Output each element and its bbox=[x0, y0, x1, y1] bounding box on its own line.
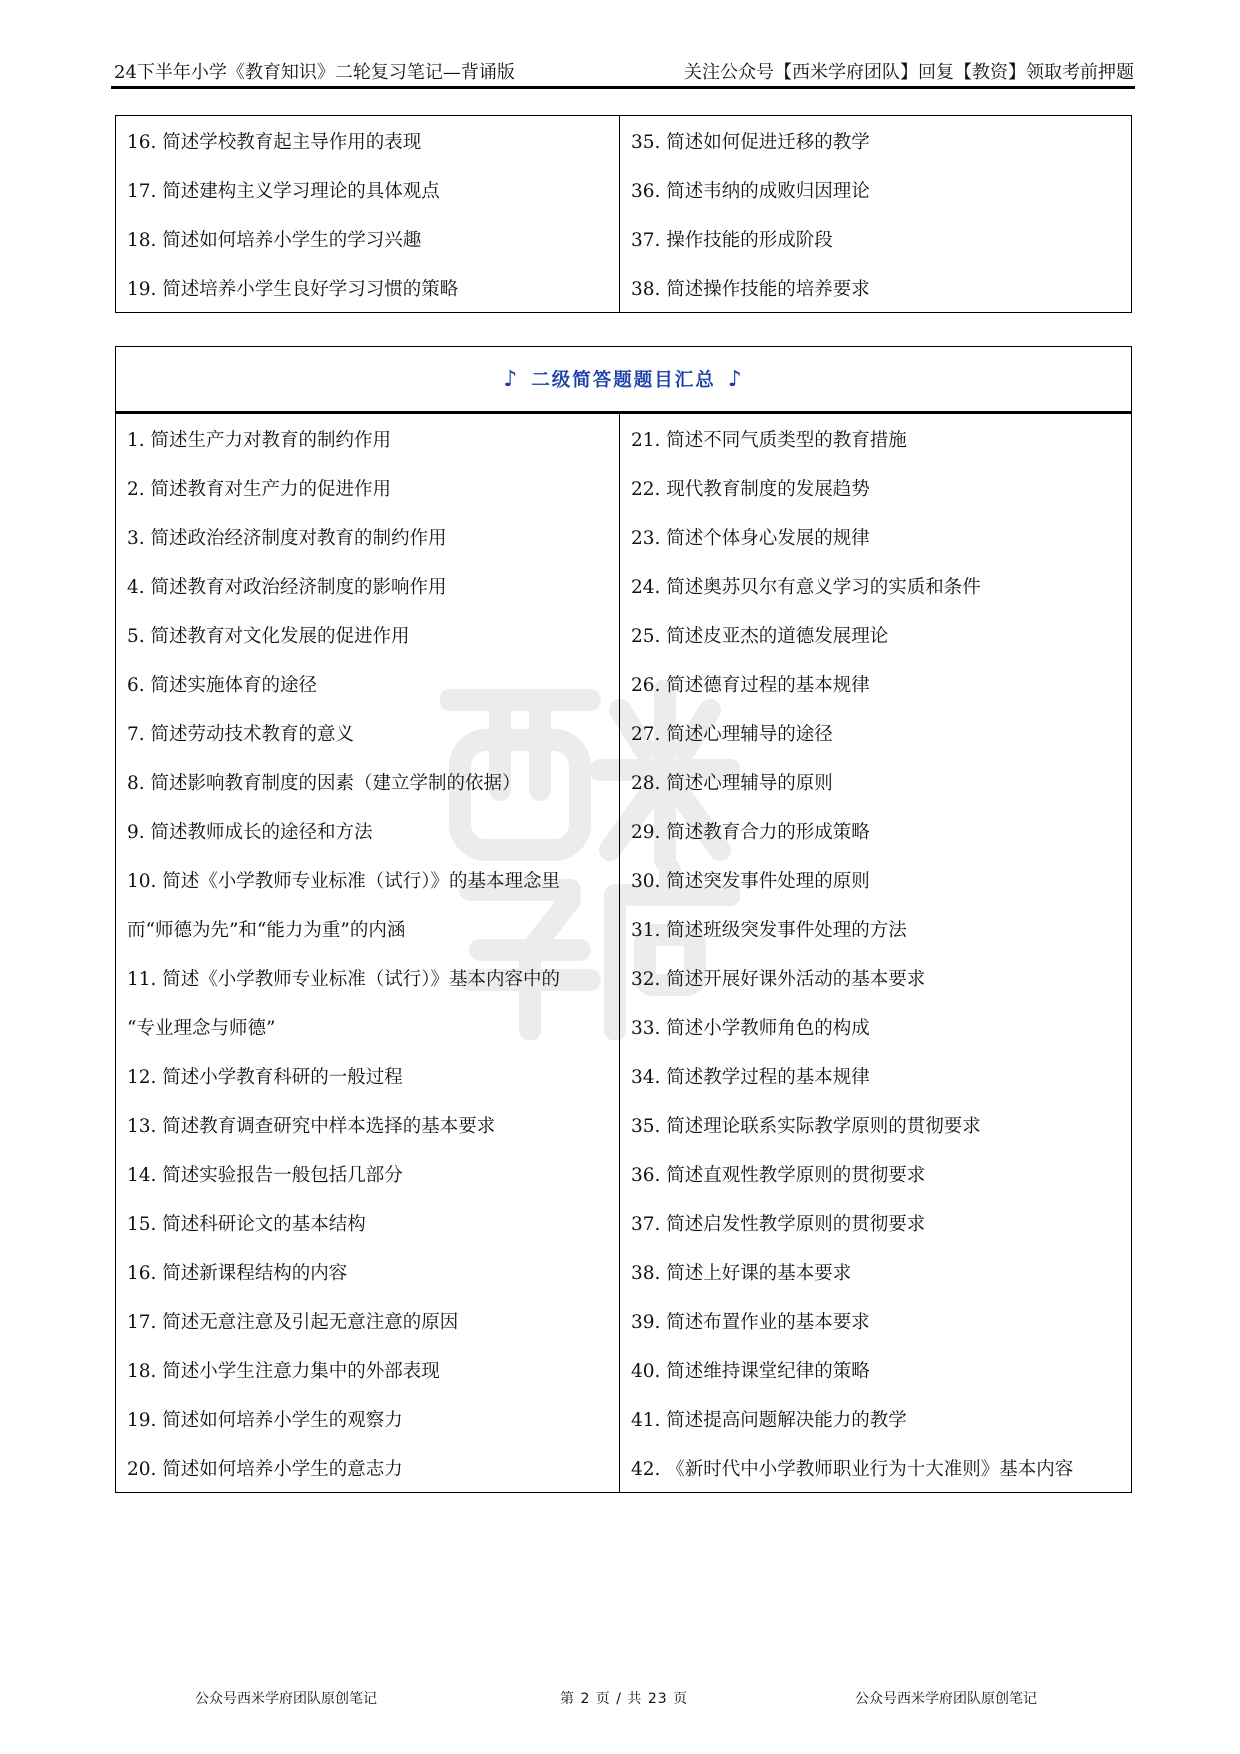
question-item: 13. 简述教育调查研究中样本选择的基本要求 bbox=[116, 1100, 620, 1149]
page-header bbox=[114, 56, 1134, 86]
table-row bbox=[116, 806, 1132, 855]
question-item: 4. 简述教育对政治经济制度的影响作用 bbox=[116, 561, 620, 610]
table-row bbox=[116, 463, 1132, 512]
question-item: 33. 简述小学教师角色的构成 bbox=[620, 1002, 1132, 1051]
table-row bbox=[116, 1394, 1132, 1443]
question-item: 18. 简述如何培养小学生的学习兴趣 bbox=[116, 214, 620, 263]
footer-right-text: 公众号西米学府团队原创笔记 bbox=[855, 1691, 1037, 1707]
question-item: 30. 简述突发事件处理的原则 bbox=[620, 855, 1132, 904]
table-row bbox=[116, 214, 1132, 263]
table-row bbox=[116, 512, 1132, 561]
music-note-icon: ♪ bbox=[503, 367, 520, 392]
question-item: 21. 简述不同气质类型的教育措施 bbox=[620, 413, 1132, 464]
question-item: 38. 简述上好课的基本要求 bbox=[620, 1247, 1132, 1296]
table-row bbox=[116, 659, 1132, 708]
table-row bbox=[116, 413, 1132, 464]
question-item: 22. 现代教育制度的发展趋势 bbox=[620, 463, 1132, 512]
table-row bbox=[116, 904, 1132, 953]
question-item: 40. 简述维持课堂纪律的策略 bbox=[620, 1345, 1132, 1394]
table-row bbox=[116, 855, 1132, 904]
question-item: 20. 简述如何培养小学生的意志力 bbox=[116, 1443, 620, 1493]
music-note-icon: ♪ bbox=[727, 367, 744, 392]
table-row bbox=[116, 1100, 1132, 1149]
question-item: 5. 简述教育对文化发展的促进作用 bbox=[116, 610, 620, 659]
table-row bbox=[116, 610, 1132, 659]
page-footer bbox=[0, 1688, 1240, 1712]
question-item: 16. 简述学校教育起主导作用的表现 bbox=[116, 116, 620, 166]
footer-left-text: 公众号西米学府团队原创笔记 bbox=[195, 1691, 377, 1707]
header-divider bbox=[111, 86, 1135, 89]
question-item: 19. 简述如何培养小学生的观察力 bbox=[116, 1394, 620, 1443]
question-item: 2. 简述教育对生产力的促进作用 bbox=[116, 463, 620, 512]
question-item: 26. 简述德育过程的基本规律 bbox=[620, 659, 1132, 708]
table-row bbox=[116, 1051, 1132, 1100]
question-item: 7. 简述劳动技术教育的意义 bbox=[116, 708, 620, 757]
question-item: 31. 简述班级突发事件处理的方法 bbox=[620, 904, 1132, 953]
question-item: 23. 简述个体身心发展的规律 bbox=[620, 512, 1132, 561]
section-title-text: 二级简答题题目汇总 bbox=[531, 370, 716, 391]
table-row bbox=[116, 165, 1132, 214]
question-item: 27. 简述心理辅导的途径 bbox=[620, 708, 1132, 757]
question-item-continuation: 而“师德为先”和“能力为重”的内涵 bbox=[116, 904, 620, 953]
question-item: 35. 简述如何促进迁移的教学 bbox=[620, 116, 1132, 166]
header-right-promo: 关注公众号【西米学府团队】回复【教资】领取考前押题 bbox=[684, 62, 1134, 83]
question-item: 17. 简述建构主义学习理论的具体观点 bbox=[116, 165, 620, 214]
question-item: 3. 简述政治经济制度对教育的制约作用 bbox=[116, 512, 620, 561]
header-left-title: 24下半年小学《教育知识》二轮复习笔记—背诵版 bbox=[114, 62, 515, 83]
table-row bbox=[116, 1345, 1132, 1394]
table-row bbox=[116, 953, 1132, 1002]
question-item: 36. 简述韦纳的成败归因理论 bbox=[620, 165, 1132, 214]
question-item: 10. 简述《小学教师专业标准（试行）》的基本理念里 bbox=[116, 855, 620, 904]
table-row bbox=[116, 1443, 1132, 1493]
question-item: 34. 简述教学过程的基本规律 bbox=[620, 1051, 1132, 1100]
question-item: 18. 简述小学生注意力集中的外部表现 bbox=[116, 1345, 620, 1394]
question-item: 37. 简述启发性教学原则的贯彻要求 bbox=[620, 1198, 1132, 1247]
question-item: 1. 简述生产力对教育的制约作用 bbox=[116, 413, 620, 464]
question-item: 12. 简述小学教育科研的一般过程 bbox=[116, 1051, 620, 1100]
question-item: 17. 简述无意注意及引起无意注意的原因 bbox=[116, 1296, 620, 1345]
table-row bbox=[116, 757, 1132, 806]
question-item: 29. 简述教育合力的形成策略 bbox=[620, 806, 1132, 855]
question-item: 32. 简述开展好课外活动的基本要求 bbox=[620, 953, 1132, 1002]
table-title-row bbox=[116, 347, 1132, 413]
question-item: 16. 简述新课程结构的内容 bbox=[116, 1247, 620, 1296]
question-item: 28. 简述心理辅导的原则 bbox=[620, 757, 1132, 806]
table-row bbox=[116, 116, 1132, 166]
table-row bbox=[116, 1149, 1132, 1198]
table-row bbox=[116, 1002, 1132, 1051]
question-item: 37. 操作技能的形成阶段 bbox=[620, 214, 1132, 263]
table-row bbox=[116, 1296, 1132, 1345]
table-row bbox=[116, 708, 1132, 757]
question-table-level2 bbox=[115, 346, 1132, 1493]
question-table-level1-continued bbox=[115, 115, 1132, 313]
question-item: 36. 简述直观性教学原则的贯彻要求 bbox=[620, 1149, 1132, 1198]
question-item: 19. 简述培养小学生良好学习习惯的策略 bbox=[116, 263, 620, 313]
question-item-continuation: “专业理念与师德” bbox=[116, 1002, 620, 1051]
table-row bbox=[116, 1247, 1132, 1296]
question-item: 6. 简述实施体育的途径 bbox=[116, 659, 620, 708]
question-item: 39. 简述布置作业的基本要求 bbox=[620, 1296, 1132, 1345]
question-item: 38. 简述操作技能的培养要求 bbox=[620, 263, 1132, 313]
question-item: 15. 简述科研论文的基本结构 bbox=[116, 1198, 620, 1247]
question-item: 41. 简述提高问题解决能力的教学 bbox=[620, 1394, 1132, 1443]
question-item: 24. 简述奥苏贝尔有意义学习的实质和条件 bbox=[620, 561, 1132, 610]
table-row bbox=[116, 561, 1132, 610]
page-number: 第 2 页 / 共 23 页 bbox=[560, 1691, 689, 1707]
question-item: 25. 简述皮亚杰的道德发展理论 bbox=[620, 610, 1132, 659]
question-item: 11. 简述《小学教师专业标准（试行）》基本内容中的 bbox=[116, 953, 620, 1002]
section-title bbox=[116, 347, 1132, 413]
question-item: 9. 简述教师成长的途径和方法 bbox=[116, 806, 620, 855]
question-item: 14. 简述实验报告一般包括几部分 bbox=[116, 1149, 620, 1198]
question-item: 35. 简述理论联系实际教学原则的贯彻要求 bbox=[620, 1100, 1132, 1149]
question-item: 42. 《新时代中小学教师职业行为十大准则》基本内容 bbox=[620, 1443, 1132, 1493]
question-item: 8. 简述影响教育制度的因素（建立学制的依据） bbox=[116, 757, 620, 806]
table-row bbox=[116, 1198, 1132, 1247]
table-row bbox=[116, 263, 1132, 313]
